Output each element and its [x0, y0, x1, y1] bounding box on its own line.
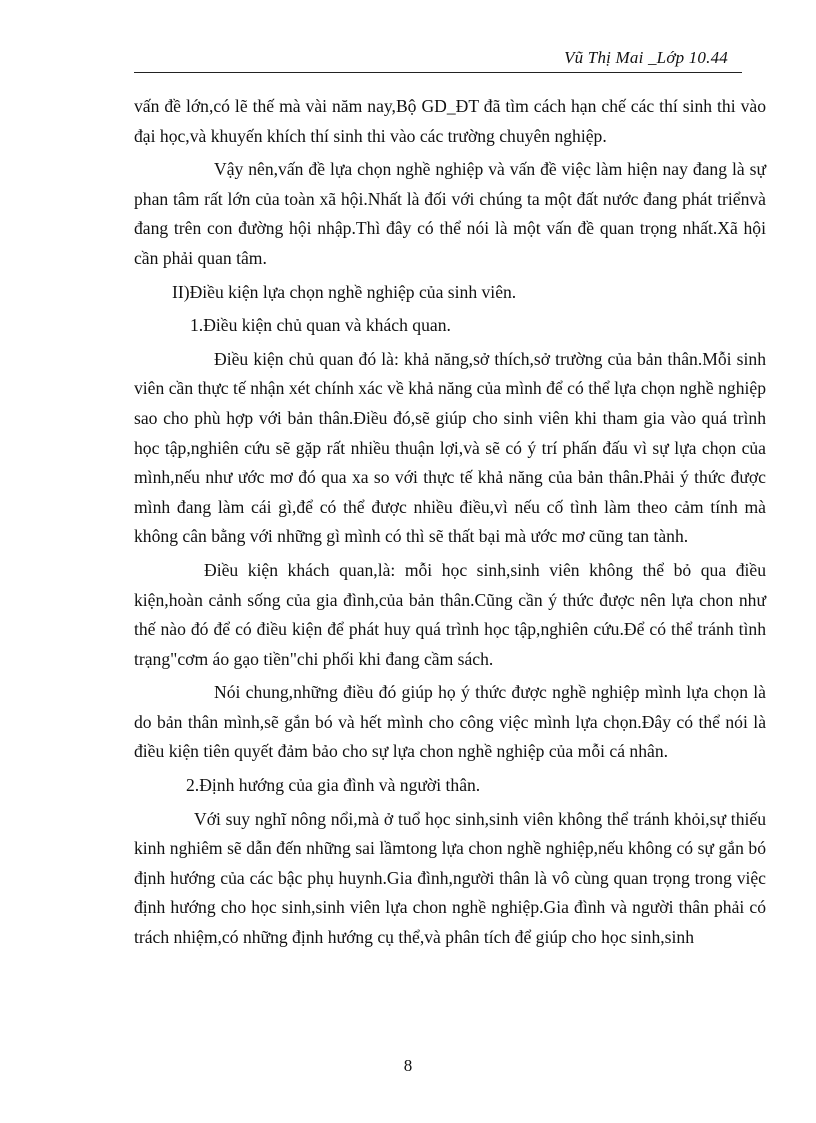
paragraph: Điều kiện khách quan,là: mỗi học sinh,sinh viên không thể bỏ qua điều kiện,hoàn cảnh sống của gia đình,của bản thân.Cũng cần ý thức được nên lựa chon như thế nào đó để có điều kiện để phát huy quá trình học tập,nghiên cứu.Để có thể tránh tình trạng"cơm áo gạo tiền"chi phối khi đang cầm sách. — [134, 559, 766, 669]
paragraph: Vậy nên,vấn đề lựa chọn nghề nghiệp và vấn đề việc làm hiện nay đang là sự phan tâm rất lớn của toàn xã hội.Nhất là đối với chúng ta một đất nước đang phát triểnvà đang trên con đường hội nhập.Thì đây có thể nói là một vấn đề quan trọng nhất.Xã hội cần phải quan tâm. — [134, 159, 766, 268]
paragraph: Nói chung,những điều đó giúp họ ý thức được nghề nghiệp mình lựa chọn là do bản thân mình,sẽ gắn bó và hết mình cho công việc mình lựa chọn.Đây có thể nói là điều kiện tiên quyết đảm bảo cho sự lựa chon nghề nghiệp của mỗi cá nhân. — [134, 682, 766, 762]
page-header — [134, 46, 742, 73]
page-number: 8 — [403, 1056, 413, 1075]
section-heading: II)Điều kiện lựa chọn nghề nghiệp của sinh viên. — [172, 281, 517, 302]
paragraph: Điều kiện chủ quan đó là: khả năng,sở thích,sở trường của bản thân.Mỗi sinh viên cần thực tế nhận xét chính xác về khả năng của mình để có thể lựa chọn nghề nghiệp sao cho phù hợp với bản thân.Điều đó,sẽ giúp cho sinh viên khi tham gia vào quá trình học tập,nghiên cứu sẽ gặp rất nhiều thuận lợi,và sẽ có ý trí phấn đấu vì sự lựa chọn của mình,nếu như ước mơ đó qua xa so với thực tế khả năng của bản thân.Phải ý thức được mình đang làm cái gì,để có thể được nhiều điều,vì nếu cố tình làm theo cảm tính mà không cân bằng với những gì mình có thì sẽ thất bại mà ước mơ cũng tan tành. — [134, 348, 766, 547]
header-text: Vũ Thị Mai _Lớp 10.44 — [564, 48, 728, 67]
paragraph: vấn đề lớn,có lẽ thế mà vài năm nay,Bộ GD_ĐT đã tìm cách hạn chế các thí sinh thi vào đại học,và khuyến khích thí sinh thi vào các trường chuyên nghiệp. — [134, 96, 766, 146]
subsection-heading: 1.Điều kiện chủ quan và khách quan. — [190, 315, 451, 336]
subsection-heading: 2.Định hướng của gia đình và người thân. — [186, 775, 481, 796]
paragraph: Với suy nghĩ nông nổi,mà ở tuổ học sinh,sinh viên không thể tránh khỏi,sự thiếu kinh nghiêm sẽ dẫn đến những sai lầmtong lựa chon nghề nghiệp,nếu không có sự gắn bó định hướng của các bậc phụ huynh.Gia đình,người thân là vô cùng quan trọng trong việc định hướng cho học sinh,sinh viên lựa chon nghề nghiệp.Gia đình và người thân phải có trách nhiệm,có những định hướng cụ thể,và phân tích để giúp cho học sinh,sinh — [134, 808, 766, 948]
body-text — [134, 92, 766, 953]
